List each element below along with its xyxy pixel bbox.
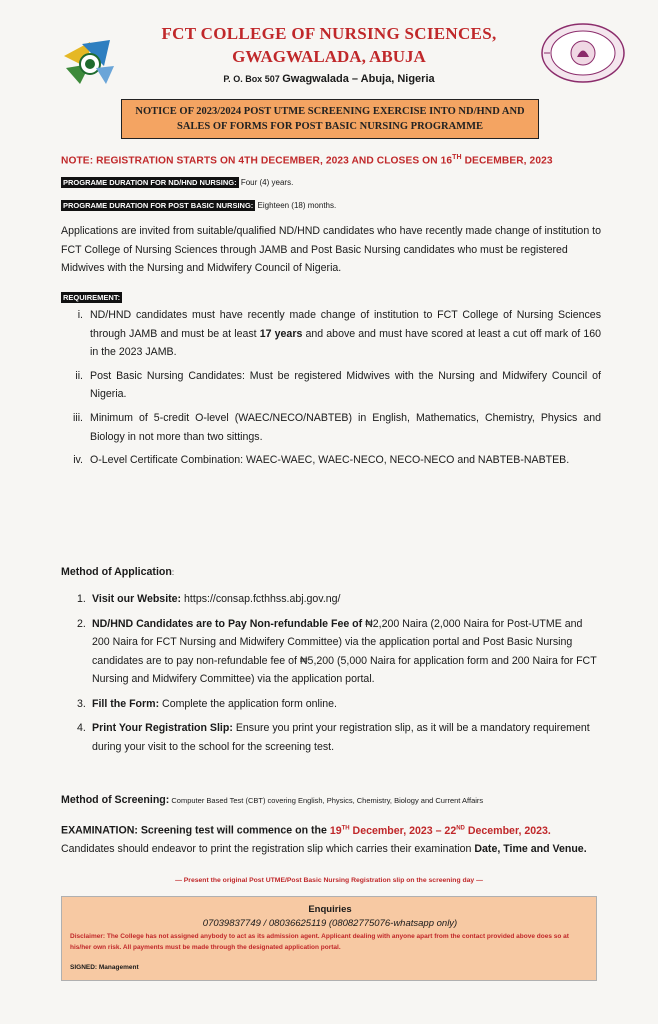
list-item: iii. Minimum of 5-credit O-level (WAEC/NECO/NABTEB) in English, Mathematics, Chemistry, Physics and Biology in not more than two sittings. xyxy=(72,411,601,443)
method-heading: Method of Application: xyxy=(61,566,175,578)
list-item: 1. Visit our Website: https://consap.fcthhss.abj.gov.ng/ xyxy=(77,593,341,605)
enquiries-phones: 07039837749 / 08036625119 (08082775076-whatsapp only) xyxy=(202,918,458,929)
notice-line2: SALES OF FORMS FOR POST BASIC NURSING PROGRAMME xyxy=(177,121,483,132)
application-steps xyxy=(61,590,601,756)
enquiries-box xyxy=(61,896,597,981)
duration-label: PROGRAME DURATION FOR ND/HND NURSING: xyxy=(63,178,237,187)
duration-postbasic xyxy=(61,201,336,210)
signed-by: SIGNED: Management xyxy=(70,964,139,971)
po-box: P. O. Box 507 xyxy=(223,74,283,84)
list-item: i. ND/HND candidates must have recently made change of institution to FCT College of Nursing Sciences through JAMB and must be at least 17 years and above and must have scored at least a cut off mark of 160 in the 2023 JAMB. xyxy=(77,309,601,359)
screening-method: Method of Screening: Computer Based Test (CBT) covering English, Physics, Chemistry, Biology and Current Affairs xyxy=(61,794,484,806)
note-suffix: DECEMBER, 2023 xyxy=(461,155,553,167)
po-box-city: Gwagwalada – Abuja, Nigeria xyxy=(282,73,435,85)
duration-label: PROGRAME DURATION FOR POST BASIC NURSING: xyxy=(63,201,254,210)
enquiries-title: Enquiries xyxy=(308,904,352,915)
website-link[interactable]: https://consap.fcthhss.abj.gov.ng/ xyxy=(181,593,341,605)
duration-value: Four (4) years. xyxy=(238,178,294,187)
disclaimer: Disclaimer: The College has not assigned anybody to act as its admission agent. Applicant dealing with anyone apart from the contact provided above does so at his/her own risk. All payments must be made through the designated application portal. xyxy=(70,933,569,951)
college-name-line1: FCT COLLEGE OF NURSING SCIENCES, xyxy=(161,24,497,43)
intro-paragraph: Applications are invited from suitable/qualified ND/HND candidates who have recently made change of institution to FCT College of Nursing Sciences through JAMB and Post Basic Nursing candidates who must be registered Midwives with the Nursing and Midwifery Council of Nigeria. xyxy=(61,225,601,274)
duration-ndhnd xyxy=(61,178,293,187)
list-item: 4. Print Your Registration Slip: Ensure you print your registration slip, as it will be a mandatory requirement during your visit to the school for the screening test. xyxy=(77,722,590,753)
list-item: 2. ND/HND Candidates are to Pay Non-refundable Fee of ₦2,200 Naira (2,000 Naira for Post-UTME and 200 Naira for FCT Nursing and Midwifery Committee) via the application portal and Post Basic Nursing candidates are to pay non-refundable fee of ₦5,200 (5,000 Naira for application form and 200 Naira for FCT Nursing and Midwifery Committee) via the application portal. xyxy=(77,617,597,685)
list-item: iv. O-Level Certificate Combination: WAEC-WAEC, WAEC-NECO, NECO-NECO and NABTEB-NABTEB. xyxy=(73,454,570,467)
requirement-heading: REQUIREMENT: xyxy=(63,293,121,302)
note-prefix: NOTE: REGISTRATION STARTS ON 4TH DECEMBER, 2023 AND CLOSES ON 16 xyxy=(61,155,453,167)
note-sup: TH xyxy=(452,154,462,161)
examination-info: EXAMINATION: Screening test will commence on the 19TH December, 2023 – 22ND December, 2023. Candidates should endeavor to print the registration slip which carries their examination Date, Time and Venue. xyxy=(61,824,587,856)
exam-dates: 19TH December, 2023 – 22ND December, 2023. xyxy=(329,824,551,837)
list-item: 3. Fill the Form: Complete the application form online. xyxy=(77,697,337,710)
registration-note xyxy=(61,154,553,166)
requirements-list xyxy=(61,306,601,470)
present-slip-note: — Present the original Post UTME/Post Basic Nursing Registration slip on the screening day — xyxy=(175,877,483,884)
duration-value: Eighteen (18) months. xyxy=(255,201,337,210)
notice-line1: NOTICE OF 2023/2024 POST UTME SCREENING EXERCISE INTO ND/HND AND xyxy=(135,106,525,117)
notice-banner xyxy=(121,99,539,139)
list-item: ii. Post Basic Nursing Candidates: Must be registered Midwives with the Nursing and Midwifery Council of Nigeria. xyxy=(75,369,601,401)
postal-address xyxy=(0,73,658,85)
college-name-line2: GWAGWALADA, ABUJA xyxy=(232,47,426,66)
